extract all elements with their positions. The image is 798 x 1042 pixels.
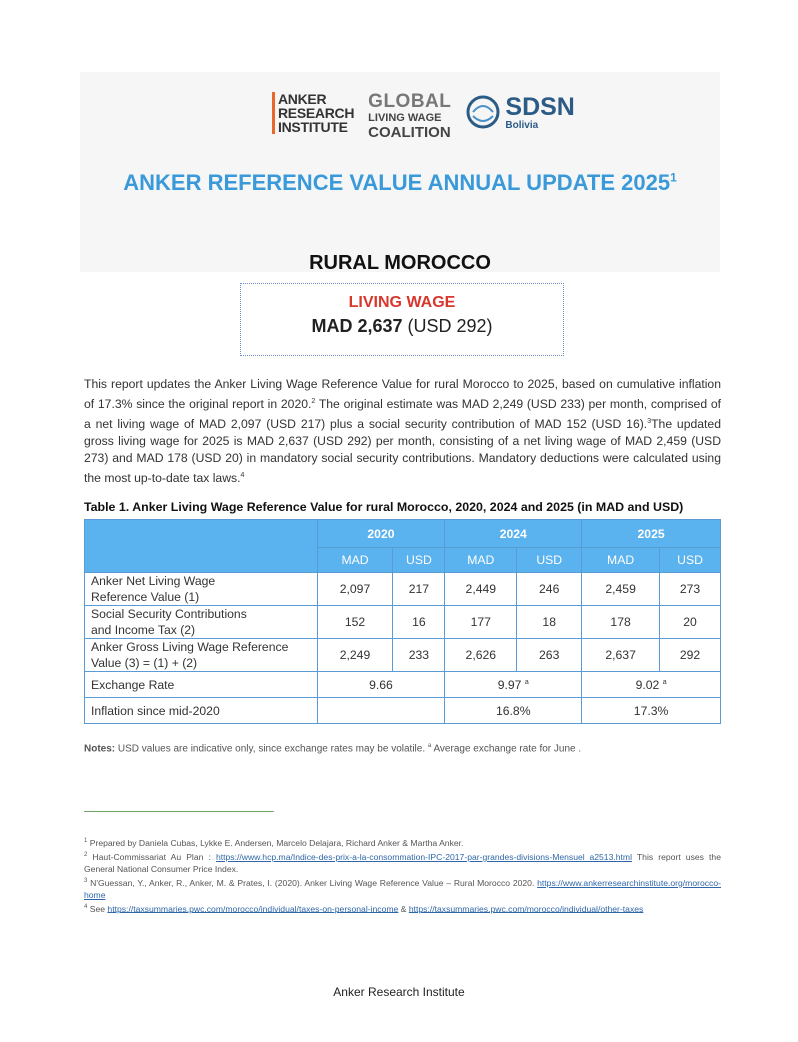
- footnote-ref: 4: [240, 472, 245, 480]
- table-cell: 263: [517, 639, 582, 672]
- anker-logo-line: RESEARCH: [278, 105, 355, 121]
- table-cell: 2,097: [317, 573, 393, 606]
- living-wage-box: [240, 283, 564, 356]
- unit-header: USD: [517, 548, 582, 573]
- footnote-number: 2: [84, 851, 88, 858]
- row-label-line: Anker Gross Living Wage Reference: [91, 640, 289, 654]
- sdsn-logo-sub: Bolivia: [505, 119, 539, 131]
- table-cell: 273: [660, 573, 721, 606]
- footnote: [84, 901, 721, 915]
- sdsn-logo-name: SDSN: [505, 92, 575, 121]
- footnote-number: 4: [84, 903, 88, 910]
- anker-logo: [272, 92, 354, 134]
- inflation-row: [85, 698, 721, 724]
- table-cell: 16: [393, 606, 445, 639]
- row-label-line: Social Security Contributions: [91, 607, 247, 621]
- glc-logo-line: LIVING WAGE: [368, 112, 442, 124]
- table-cell: 152: [317, 606, 393, 639]
- living-wage-usd: (USD 292): [407, 316, 493, 336]
- footnote-text: Prepared by Daniela Cubas, Lykke E. Andersen, Marcelo Delajara, Richard Anker & Martha Anker.: [87, 837, 464, 848]
- table-notes: [84, 743, 581, 754]
- anker-logo-line: ANKER: [278, 91, 327, 107]
- unit-header: MAD: [317, 548, 393, 573]
- page-title-text: ANKER REFERENCE VALUE ANNUAL UPDATE 2025: [123, 170, 671, 195]
- table-cell: 2,449: [445, 573, 517, 606]
- table-cell: 2,459: [582, 573, 660, 606]
- footnote: [84, 835, 721, 849]
- table-cell: 292: [660, 639, 721, 672]
- notes-text: USD values are indicative only, since exchange rates may be volatile.: [115, 743, 428, 755]
- table-cell: 217: [393, 573, 445, 606]
- year-header: 2020: [317, 520, 445, 548]
- glc-logo: [368, 92, 451, 141]
- glc-logo-line: GLOBAL: [368, 91, 452, 112]
- footnote-ref: 3: [647, 418, 652, 426]
- footnote-link[interactable]: https://taxsummaries.pwc.com/morocco/individual/other-taxes: [408, 903, 644, 914]
- sdsn-globe-icon: [465, 92, 501, 132]
- row-label-line: Reference Value (1): [91, 590, 200, 604]
- anker-logo-line: INSTITUTE: [278, 119, 348, 135]
- footnote: [84, 849, 721, 875]
- row-label-line: and Income Tax (2): [91, 623, 196, 637]
- row-label: Inflation since mid-2020: [85, 698, 318, 724]
- living-wage-table: [84, 519, 721, 724]
- footnote: [84, 875, 721, 901]
- footnote-ref: a: [427, 743, 432, 749]
- footnote-link[interactable]: https://www.ankerresearchinstitute.org/morocco-home: [84, 877, 721, 900]
- table-cell: 9.66: [317, 672, 445, 698]
- table-cell: [317, 698, 445, 724]
- table-corner-cell: [85, 520, 318, 573]
- glc-logo-line: COALITION: [368, 124, 451, 141]
- table-cell: 177: [445, 606, 517, 639]
- table-cell: 17.3%: [582, 698, 721, 724]
- footnote-link[interactable]: https://www.hcp.ma/Indice-des-prix-a-la-consommation-IPC-2017-par-grandes-divisions-Mensuel_a2513.html: [215, 851, 632, 862]
- unit-header: USD: [393, 548, 445, 573]
- unit-header: USD: [660, 548, 721, 573]
- intro-paragraph: [84, 376, 721, 487]
- table-cell: 20: [660, 606, 721, 639]
- region-heading: RURAL MOROCCO: [309, 252, 491, 274]
- footnote-text: See: [87, 903, 108, 914]
- footnote-ref: a: [524, 678, 529, 686]
- living-wage-label: LIVING WAGE: [348, 294, 456, 311]
- living-wage-value: [241, 316, 563, 337]
- unit-header: MAD: [582, 548, 660, 573]
- footnote-text: This report uses the General National Consumer Price Index.: [84, 851, 721, 874]
- living-wage-mad: MAD 2,637: [311, 316, 403, 336]
- table-header-row: [85, 520, 721, 548]
- footnote-text: Haut-Commissariat Au Plan :: [87, 851, 216, 862]
- table-cell-value: 9.97: [497, 677, 522, 692]
- table-cell: 2,249: [317, 639, 393, 672]
- footnote-ref: 2: [311, 398, 316, 405]
- notes-text: Average exchange rate for June .: [431, 743, 582, 755]
- table-cell-value: 9.02: [635, 677, 660, 692]
- footnote-text: N'Guessan, Y., Anker, R., Anker, M. & Prates, I. (2020). Anker Living Wage Reference Value – Rural Morocco 2020.: [87, 877, 538, 888]
- year-header: 2024: [445, 520, 582, 548]
- table-cell: 18: [517, 606, 582, 639]
- notes-label: Notes:: [84, 743, 116, 755]
- table-cell: 16.8%: [445, 698, 582, 724]
- row-label: Exchange Rate: [85, 672, 318, 698]
- page-title: [80, 170, 720, 196]
- anker-logo-bar: [272, 92, 275, 134]
- footnote-divider: [84, 811, 274, 812]
- intro-text: The original estimate was MAD 2,249 (USD 233) per month, comprised of a net living wage of MAD 2,097 (USD 217) plus a social security contribution of MAD 152 (USD 16).: [84, 397, 721, 432]
- table-cell: 2,626: [445, 639, 517, 672]
- footnote-link[interactable]: https://taxsummaries.pwc.com/morocco/individual/taxes-on-personal-income: [107, 903, 399, 914]
- exchange-rate-row: [85, 672, 721, 698]
- row-label: [85, 639, 318, 672]
- table-cell: [445, 672, 582, 698]
- table-cell: 233: [393, 639, 445, 672]
- year-header: 2025: [582, 520, 721, 548]
- footnote-ref: a: [662, 678, 667, 686]
- intro-text: The updated gross living wage for 2025 is MAD 2,637 (USD 292) per month, consisting of a net living wage of MAD 2,459 (USD 273) and MAD 178 (USD 20) in mandatory social security contributions. Mandatory deductions were calculated using the most up-to-date tax laws.: [84, 417, 721, 486]
- table-cell: 246: [517, 573, 582, 606]
- intro-text: This report updates the Anker Living Wage Reference Value for rural Morocco to 2025, based on cumulative inflation of 17.3% since the original report in 2020.: [84, 377, 721, 412]
- row-label: [85, 573, 318, 606]
- table-row: [85, 639, 721, 672]
- page-footer: Anker Research Institute: [333, 985, 465, 999]
- row-label-line: Value (3) = (1) + (2): [91, 656, 198, 670]
- footnotes: [84, 835, 721, 914]
- footnote-number: 1: [84, 838, 88, 844]
- table-cell: [582, 672, 721, 698]
- footnote-ref: 1: [670, 170, 677, 185]
- table-cell: 2,637: [582, 639, 660, 672]
- table-row: [85, 573, 721, 606]
- table-cell: 178: [582, 606, 660, 639]
- unit-header: MAD: [445, 548, 517, 573]
- footnote-number: 3: [84, 877, 88, 884]
- sdsn-logo: [465, 92, 574, 132]
- table-row: [85, 606, 721, 639]
- row-label: [85, 606, 318, 639]
- footnote-text: &: [398, 903, 409, 914]
- logo-row: [272, 92, 575, 148]
- row-label-line: Anker Net Living Wage: [91, 574, 216, 588]
- table-title: Table 1. Anker Living Wage Reference Value for rural Morocco, 2020, 2024 and 2025 (in MAD and USD): [84, 500, 684, 514]
